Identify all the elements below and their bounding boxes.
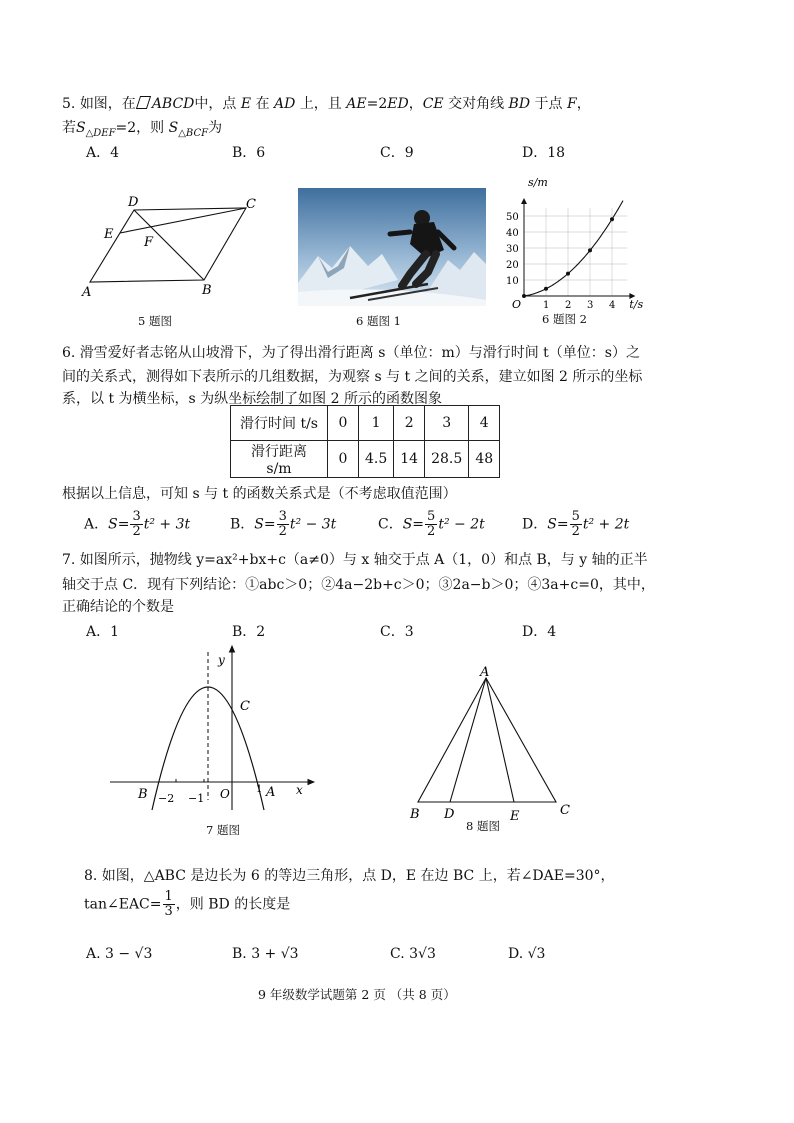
y-axis-label: s/m bbox=[528, 176, 548, 189]
table-cell: 1 bbox=[359, 406, 394, 441]
q5-option-c: C．9 bbox=[380, 145, 414, 161]
q8-option-d: D. √3 bbox=[508, 946, 546, 962]
q5-option-a: A．4 bbox=[86, 145, 120, 161]
table-cell: 4 bbox=[469, 406, 500, 441]
q6-chart-caption: 6 题图 2 bbox=[542, 312, 587, 326]
q6-photo-caption: 6 题图 1 bbox=[356, 314, 401, 328]
table-cell: 48 bbox=[469, 441, 500, 478]
table-cell: 3 bbox=[425, 406, 469, 441]
parallelogram-abcd bbox=[90, 208, 246, 282]
q7-option-b: B．2 bbox=[232, 624, 266, 640]
label-x: x bbox=[296, 783, 303, 797]
q6-stem-line1: 6. 滑雪爱好者志铭从山坡滑下，为了得出滑行距离 s（单位：m）与滑行时间 t（单位：s）之 bbox=[62, 345, 640, 361]
table-cell: 14 bbox=[394, 441, 425, 478]
label-y: y bbox=[218, 653, 225, 667]
table-cell: 28.5 bbox=[425, 441, 469, 478]
label-c: C bbox=[560, 803, 570, 818]
table-cell: 0 bbox=[328, 406, 359, 441]
label-c: C bbox=[246, 197, 256, 212]
label-b: B bbox=[410, 807, 420, 822]
y-tick-label: 10 bbox=[506, 276, 519, 287]
q6-stem-line2: 间的关系式，测得如下表所示的几组数据，为观察 s 与 t 之间的关系，建立如图 2 所示的坐标 bbox=[62, 369, 643, 385]
table-cell: 2 bbox=[394, 406, 425, 441]
q7-figure-caption: 7 题图 bbox=[206, 823, 240, 837]
table-row-header: 滑行距离 s/m bbox=[231, 441, 328, 478]
label-d: D bbox=[444, 807, 455, 822]
q8-option-c: C. 3√3 bbox=[390, 946, 436, 962]
label-b: B bbox=[138, 787, 148, 802]
q7-stem-line3: 正确结论的个数是 bbox=[62, 599, 174, 615]
table-row bbox=[231, 441, 500, 478]
label-minus-2: −2 bbox=[158, 792, 175, 805]
segment-ce bbox=[120, 208, 246, 233]
q6-option-d: D．S= $\frac{5}{2}$ t² + 2t bbox=[522, 509, 630, 539]
q6-skier-photo bbox=[298, 188, 486, 306]
parallelogram-symbol bbox=[136, 96, 151, 109]
q6-option-a: A．S= $\frac{3}{2}$ t² + 3t bbox=[84, 509, 191, 539]
data-point bbox=[544, 287, 548, 291]
q8-option-a: A. 3 − √3 bbox=[86, 946, 153, 962]
label-a: A bbox=[480, 666, 490, 680]
q5-parallelogram-figure bbox=[76, 190, 266, 305]
x-axis-label: t/s bbox=[629, 298, 644, 311]
q6-stem-line3: 系，以 t 为横坐标，s 为纵坐标绘制了如图 2 所示的函数图象 bbox=[62, 391, 442, 407]
q7-stem-line1: 7. 如图所示，抛物线 y=ax²+bx+c（a≠0）与 x 轴交于点 A（1，0）和点 B，与 y 轴的正半 bbox=[62, 552, 648, 568]
q7-option-d: D．4 bbox=[522, 624, 557, 640]
q6-conclusion: 根据以上信息，可知 s 与 t 的函数关系式是（不考虑取值范围） bbox=[62, 486, 457, 502]
x-tick-label: 3 bbox=[587, 300, 594, 311]
q7-stem-line2: 轴交于点 C．现有下列结论：①abc＞0；②4a−2b+c＞0；③2a−b＞0；④3a+c=0，其中， bbox=[62, 577, 655, 593]
table-cell: 0 bbox=[328, 441, 359, 478]
label-d: D bbox=[128, 195, 139, 210]
q7-option-c: C．3 bbox=[380, 624, 414, 640]
y-tick-label: 20 bbox=[506, 260, 519, 271]
y-tick-label: 50 bbox=[506, 212, 519, 223]
x-tick-label: 2 bbox=[565, 300, 572, 311]
q8-stem-line1: 8. 如图，△ABC 是边长为 6 的等边三角形，点 D，E 在边 BC 上，若∠DAE=30°， bbox=[84, 868, 615, 884]
q5-stem-line2: 若$S_{\triangle DEF}=2$，则 $S_{\triangle BCF}$为 bbox=[62, 120, 223, 139]
y-tick-label: 40 bbox=[506, 228, 519, 239]
q8-triangle-figure bbox=[404, 666, 584, 826]
origin-label: O bbox=[512, 298, 522, 311]
label-f: F bbox=[144, 235, 154, 250]
series-curve bbox=[524, 201, 623, 296]
table-row-header: 滑行时间 t/s bbox=[231, 406, 328, 441]
q6-option-b: B．S= $\frac{3}{2}$ t² − 3t bbox=[230, 509, 337, 539]
label-one: 1 bbox=[256, 784, 263, 795]
q6-chart bbox=[500, 172, 650, 312]
q7-option-a: A．1 bbox=[86, 624, 120, 640]
q8-figure-caption: 8 题图 bbox=[466, 819, 500, 833]
data-point bbox=[566, 272, 570, 276]
label-e: E bbox=[104, 227, 114, 242]
q6-option-c: C．S= $\frac{5}{2}$ t² − 2t bbox=[378, 509, 485, 539]
label-minus-1: −1 bbox=[188, 792, 205, 805]
q8-option-b: B. 3 + √3 bbox=[232, 946, 299, 962]
q6-data-table bbox=[230, 405, 500, 478]
label-a: A bbox=[82, 285, 92, 300]
y-tick-label: 30 bbox=[506, 244, 519, 255]
q5-option-d: D．18 bbox=[522, 145, 566, 161]
table-cell: 4.5 bbox=[359, 441, 394, 478]
q7-parabola-figure bbox=[100, 640, 330, 820]
x-tick-label: 1 bbox=[543, 300, 550, 311]
q5-stem-line1: 5. 如图，在 ABCD中，点 E 在 AD 上，且 AE=2ED，CE 交对角线 BD 于点 F， bbox=[62, 96, 591, 112]
label-o: O bbox=[220, 787, 230, 801]
page-footer: 9 年级数学试题第 2 页 （共 8 页） bbox=[258, 987, 456, 1002]
label-a: A bbox=[266, 785, 276, 800]
triangle-abc bbox=[418, 678, 556, 802]
q8-stem-line2: tan∠EAC= $\frac{1}{3}$ ，则 BD 的长度是 bbox=[84, 889, 291, 919]
table-row bbox=[231, 406, 500, 441]
data-point bbox=[522, 294, 526, 298]
label-b: B bbox=[202, 283, 212, 298]
data-point bbox=[588, 248, 592, 252]
x-tick-label: 4 bbox=[609, 300, 616, 311]
label-c: C bbox=[240, 699, 250, 714]
label-e: E bbox=[510, 809, 520, 824]
segment-ae bbox=[486, 678, 514, 802]
segment-ad bbox=[450, 678, 486, 802]
y-axis-arrow bbox=[521, 198, 527, 204]
q5-figure-caption: 5 题图 bbox=[138, 314, 172, 328]
q5-option-b: B．6 bbox=[232, 145, 266, 161]
data-point bbox=[610, 217, 614, 221]
